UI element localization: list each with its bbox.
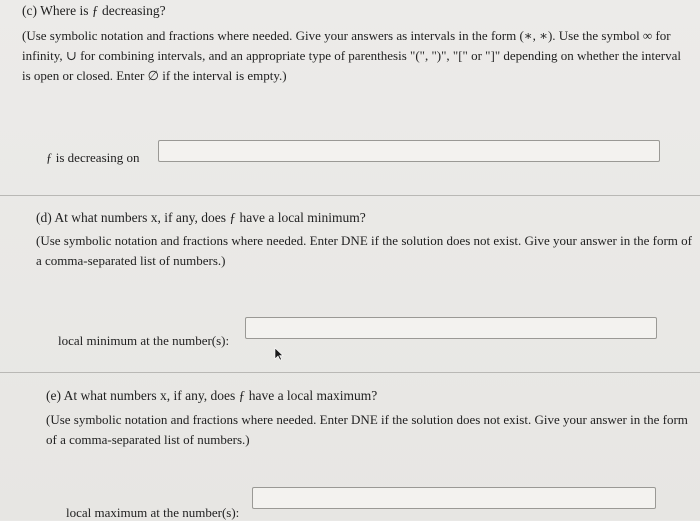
decreasing-interval-input[interactable] — [158, 140, 660, 162]
arrow-cursor-icon — [274, 347, 284, 361]
part-e-heading: (e) At what numbers x, if any, does ƒ have a local maximum? — [46, 388, 378, 403]
part-e-answer-label: local maximum at the number(s): — [66, 505, 240, 520]
part-d-answer-label: local minimum at the number(s): — [58, 333, 230, 348]
local-maximum-input[interactable] — [252, 487, 656, 509]
section-divider — [0, 372, 700, 373]
part-d-instructions: (Use symbolic notation and fractions where needed. Enter DNE if the solution does not exist. Give your answer in the form of a comma-separated list of numbers.) — [36, 233, 692, 268]
part-d-heading: (d) At what numbers x, if any, does ƒ have a local minimum? — [36, 210, 366, 225]
local-minimum-input[interactable] — [245, 317, 657, 339]
part-c-heading: (c) Where is ƒ decreasing? — [22, 3, 166, 18]
part-c-instructions: (Use symbolic notation and fractions where needed. Give your answers as intervals in the form (∗, ∗). Use the symbol ∞ for infinity, ∪ for combining intervals, and an appropriate type of parenthesis "(", ")", "[" or "]" depending on whether the interval is open or closed. Enter ∅ if the interval is empty.) — [22, 28, 681, 83]
section-divider — [0, 195, 700, 196]
part-c-answer-label: ƒ is decreasing on — [46, 150, 140, 165]
part-e-instructions: (Use symbolic notation and fractions where needed. Enter DNE if the solution does not exist. Give your answer in the form of a comma-separated list of numbers.) — [46, 412, 688, 447]
